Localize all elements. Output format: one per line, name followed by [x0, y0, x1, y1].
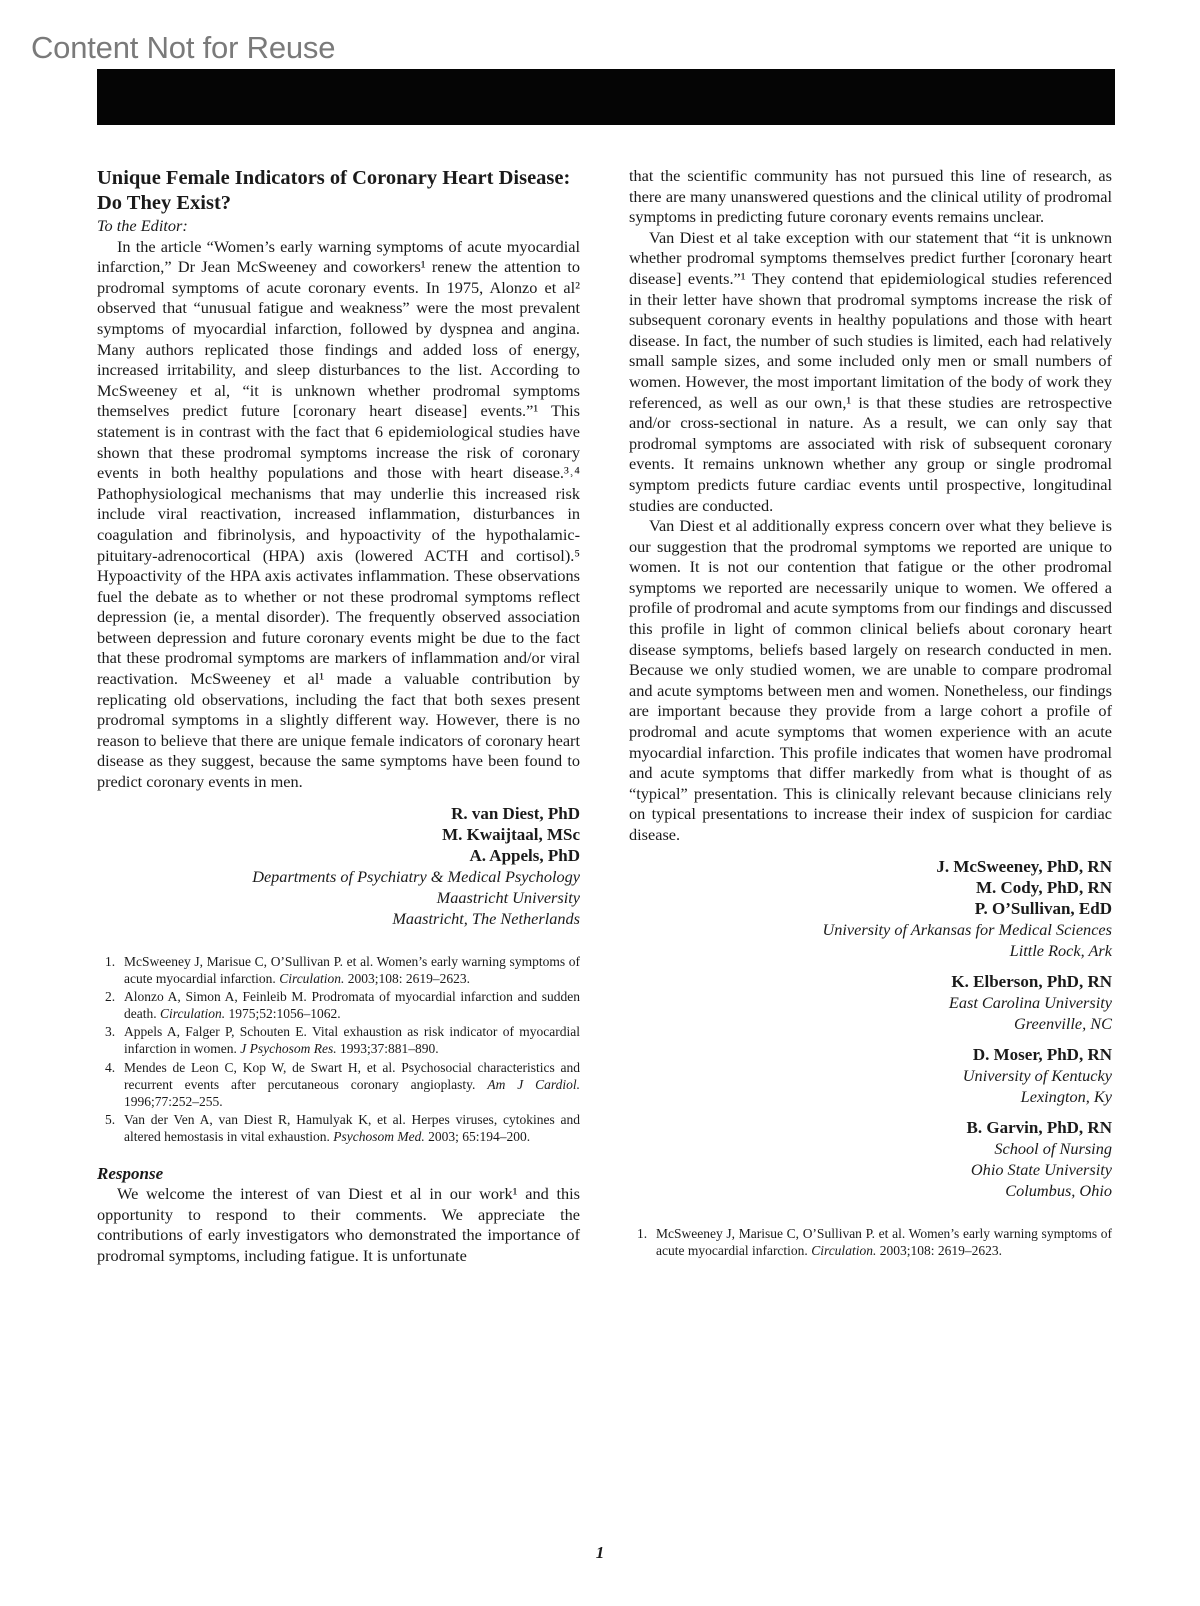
- author-name: A. Appels, PhD: [469, 845, 580, 865]
- reference-item: 5. Van der Ven A, van Diest R, Hamulyak K, et al. Herpes viruses, cytokines and altered hemostasis in vital exhaustion. Psychosom Med. 2003; 65:194–200.: [105, 1112, 580, 1145]
- response-signature: [629, 856, 1112, 1201]
- author-name: R. van Diest, PhD: [451, 803, 580, 823]
- response-heading: Response: [97, 1164, 164, 1184]
- page-number: 1: [595, 1543, 605, 1562]
- author-affiliation: Maastricht, The Netherlands: [392, 908, 580, 928]
- reference-item: 2. Alonzo A, Simon A, Feinleib M. Prodromata of myocardial infarction and sudden death. Circulation. 1975;52:1056–1062.: [105, 989, 580, 1022]
- author-name: M. Cody, PhD, RN: [975, 877, 1112, 897]
- author-name: P. O’Sullivan, EdD: [974, 898, 1112, 918]
- letter-title: Unique Female Indicators of Coronary Heart Disease: Do They Exist?: [97, 167, 571, 214]
- right-column: [629, 166, 1112, 1260]
- reference-item: 1. McSweeney J, Marisue C, O’Sullivan P. et al. Women’s early warning symptoms of acute myocardial infarction. Circulation. 2003;108: 2619–2623.: [105, 953, 580, 986]
- author-affiliation: Columbus, Ohio: [1005, 1180, 1112, 1200]
- author-affiliation: Ohio State University: [970, 1159, 1112, 1179]
- signature-group: [629, 1117, 1112, 1201]
- author-name: J. McSweeney, PhD, RN: [936, 856, 1112, 876]
- author-affiliation: Little Rock, Ark: [1009, 940, 1112, 960]
- watermark: Content Not for Reuse: [31, 30, 336, 65]
- author-name: M. Kwaijtaal, MSc: [442, 824, 580, 844]
- reference-item: 1. McSweeney J, Marisue C, O’Sullivan P. et al. Women’s early warning symptoms of acute myocardial infarction. Circulation. 2003;108: 2619–2623.: [637, 1225, 1112, 1258]
- author-affiliation: Greenville, NC: [1014, 1013, 1112, 1033]
- response-paragraph: Van Diest et al take exception with our statement that “it is unknown whether prodromal symptoms themselves predict further [coronary heart disease] events.”¹ They contend that epidemiological studies referenced in their letter have shown that prodromal symptoms increase the risk of subsequent coronary events in healthy populations and those with heart disease. In fact, the number of such studies is limited, each had relatively small sample sizes, and some included only men or small numbers of women. However, the most important limitation of the body of work they referenced, as well as our own,¹ is that these studies are retrospective and/or cross-sectional in nature. As a result, we can only say that prodromal symptoms are associated with risk of subsequent coronary events. It remains unknown whether any group or single prodromal symptom predicts future cardiac events until prospective, longitudinal studies are conducted.: [629, 227, 1112, 515]
- response-paragraph: that the scientific community has not pursued this line of research, as there are many unanswered questions and the clinical utility of prodromal symptoms in predicting future coronary events remains unclear.: [629, 166, 1112, 227]
- signature-group: [629, 971, 1112, 1034]
- letter-references: [97, 953, 580, 1146]
- response-paragraph: Van Diest et al additionally express concern over what they believe is our suggestion that the prodromal symptoms we reported are unique to women. It is not our contention that fatigue or the other prodromal symptoms we reported are necessarily unique to women. We offered a profile of prodromal and acute symptoms from our findings and discussed this profile in light of common clinical beliefs about coronary heart disease symptoms, beliefs based largely on research conducted in men. Because we only studied women, we are unable to compare prodromal and acute symptoms between men and women. Nonetheless, our findings are important because they provide from a large cohort a profile of prodromal and acute symptoms that women experience with an acute myocardial infarction. This profile indicates that women have prodromal and acute symptoms that differ markedly from what is thought of as “typical” presentation. This is clinically relevant because clinicians rely on typical presentations to increase their index of suspicion for cardiac disease.: [629, 516, 1112, 844]
- signature-group: [629, 856, 1112, 961]
- reference-item: 4. Mendes de Leon C, Kop W, de Swart H, et al. Psychosocial characteristics and recurrent events after percutaneous coronary angioplasty. Am J Cardiol. 1996;77:252–255.: [105, 1059, 581, 1109]
- author-affiliation: School of Nursing: [994, 1138, 1112, 1158]
- signature-group: [629, 1044, 1112, 1107]
- author-name: D. Moser, PhD, RN: [972, 1044, 1112, 1064]
- author-affiliation: Departments of Psychiatry & Medical Psychology: [252, 866, 580, 886]
- left-column: [97, 166, 580, 1267]
- reference-item: 3. Appels A, Falger P, Schouten E. Vital exhaustion as risk indicator of myocardial infarction in women. J Psychosom Res. 1993;37:881–890.: [105, 1024, 580, 1057]
- author-affiliation: Maastricht University: [436, 887, 580, 907]
- author-affiliation: University of Arkansas for Medical Sciences: [822, 919, 1112, 939]
- header-banner: [97, 69, 1115, 125]
- response-references: [629, 1225, 1112, 1259]
- letter-salutation: To the Editor:: [97, 216, 188, 235]
- author-affiliation: University of Kentucky: [962, 1065, 1112, 1085]
- author-affiliation: East Carolina University: [948, 992, 1112, 1012]
- response-paragraph: We welcome the interest of van Diest et al in our work¹ and this opportunity to respond to their comments. We appreciate the contributions of early investigators who demonstrated the importance of prodromal symptoms, including fatigue. It is unfortunate: [97, 1184, 580, 1265]
- author-name: K. Elberson, PhD, RN: [951, 971, 1112, 991]
- letter-body: In the article “Women’s early warning symptoms of acute myocardial infarction,” Dr Jean McSweeney and coworkers¹ renew the attention to prodromal symptoms of acute coronary events. In 1975, Alonzo et al² observed that “unusual fatigue and weakness” were the most prevalent symptoms of myocardial infarction, followed by dyspnea and angina. Many authors replicated those findings and added loss of energy, increased irritability, and sleep disturbances to the list. According to McSweeney et al, “it is unknown whether prodromal symptoms themselves predict future [coronary heart disease] events.”¹ This statement is in contrast with the fact that 6 epidemiological studies have shown that these prodromal symptoms increase the risk of coronary events in both healthy populations and those with heart disease.³˒⁴ Pathophysiological mechanisms that may underlie this increased risk include viral reactivation, increased inflammation, disturbances in coagulation and fibrinolysis, and hypoactivity of the hypothalamic-pituitary-adrenocortical (HPA) axis (lowered ACTH and cortisol).⁵ Hypoactivity of the HPA axis activates inflammation. These observations fuel the debate as to whether or not these prodromal symptoms reflect depression (ie, a mental disorder). The frequently observed association between depression and future coronary events might be due to the fact that these prodromal symptoms are markers of inflammation and/or viral reactivation. McSweeney et al¹ made a valuable contribution by replicating old observations, including the fact that both sexes present prodromal symptoms in a slightly different way. However, there is no reason to believe that there are unique female indicators of coronary heart disease as they suggest, because the same symptoms have been found to predict coronary events in men.: [97, 236, 580, 792]
- letter-signature: [97, 803, 580, 929]
- author-affiliation: Lexington, Ky: [1020, 1086, 1112, 1106]
- author-name: B. Garvin, PhD, RN: [966, 1117, 1112, 1137]
